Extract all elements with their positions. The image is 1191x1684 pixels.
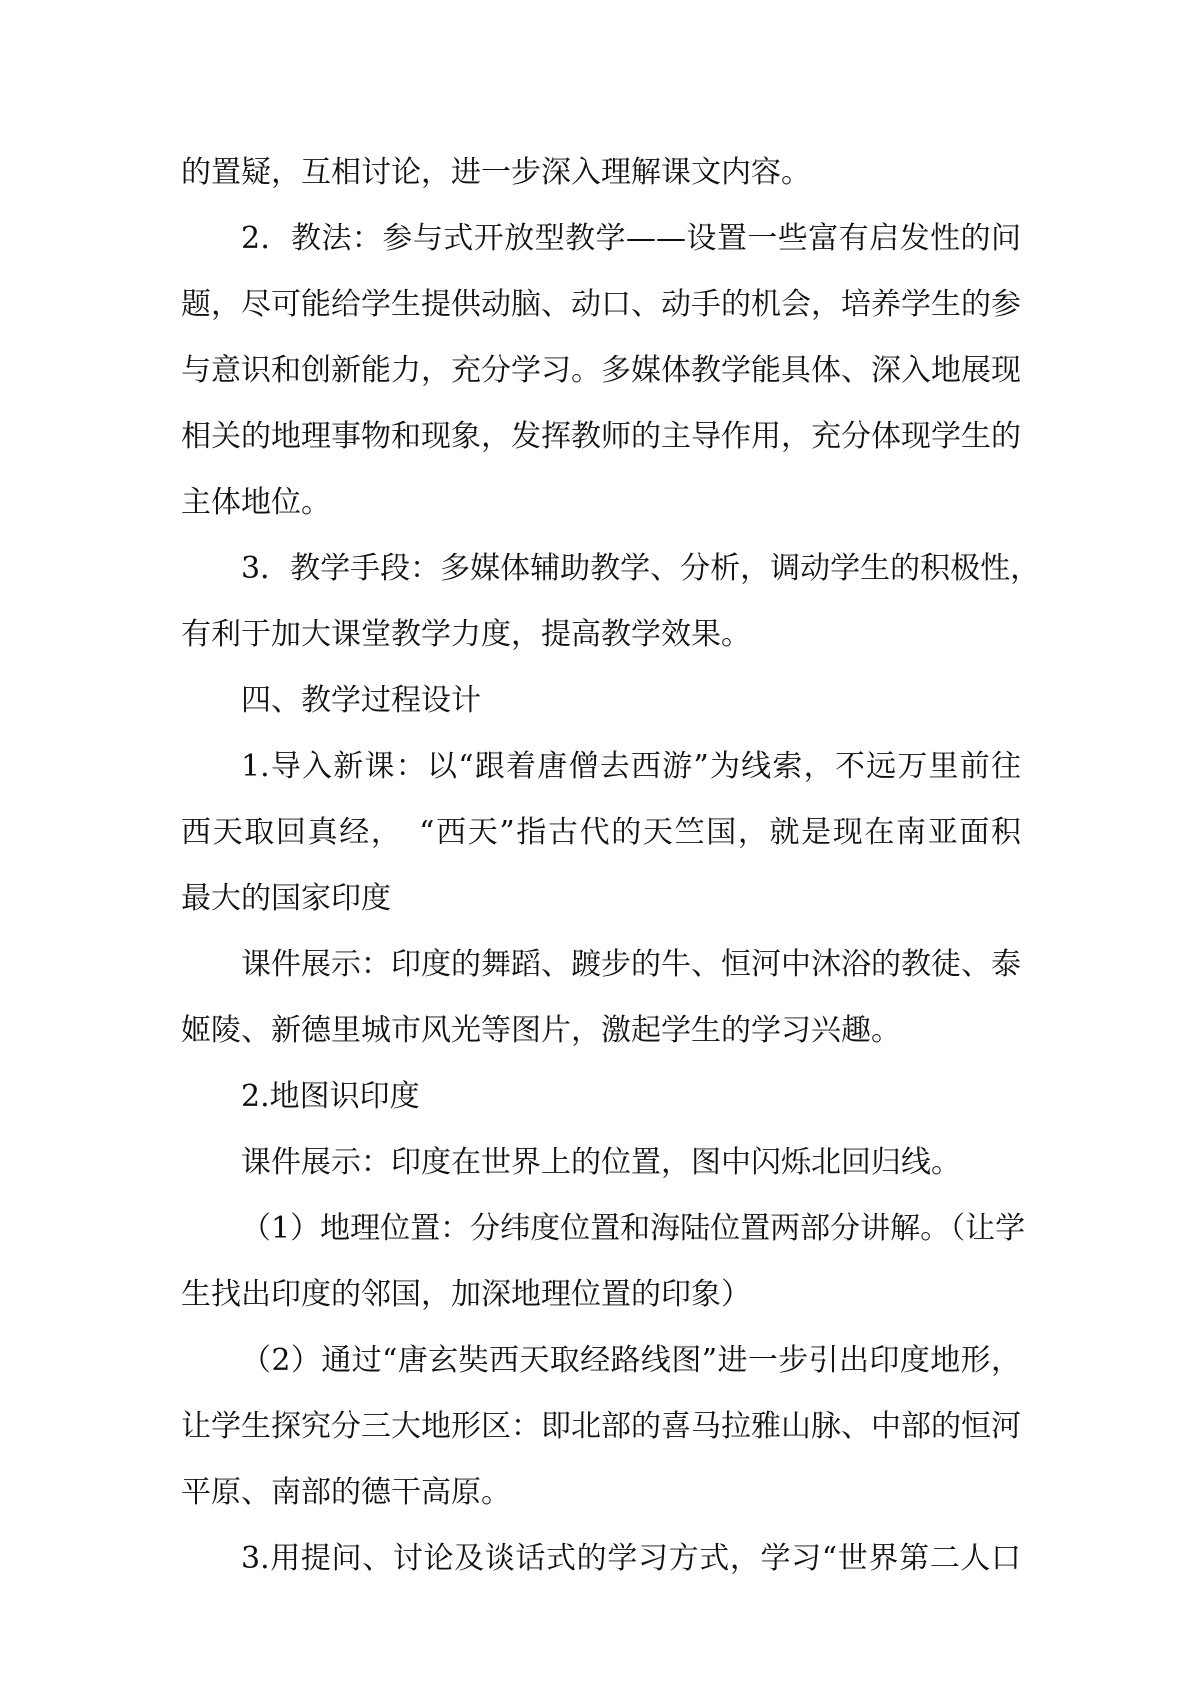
text-line: （1）地理位置：分纬度位置和海陆位置两部分讲解。（让学 (241, 1211, 1026, 1246)
text-line: 与意识和创新能力，充分学习。多媒体教学能具体、深入地展现 (181, 353, 1021, 388)
text-line: 的置疑，互相讨论，进一步深入理解课文内容。 (181, 155, 811, 190)
text-line: 3．教学手段：多媒体辅助教学、分析，调动学生的积极性， (241, 551, 1041, 586)
text-line: 2．教法：参与式开放型教学——设置一些富有启发性的问 (241, 221, 1021, 256)
text-line: 课件展示：印度在世界上的位置，图中闪烁北回归线。 (241, 1145, 961, 1180)
text-line: 让学生探究分三大地形区：即北部的喜马拉雅山脉、中部的恒河 (181, 1409, 1021, 1444)
text-line: 3.用提问、讨论及谈话式的学习方式，学习“世界第二人口 (241, 1541, 1021, 1576)
text-line: 主体地位。 (181, 485, 331, 520)
text-line: 题，尽可能给学生提供动脑、动口、动手的机会，培养学生的参 (181, 287, 1021, 322)
section-heading: 2.地图识印度 (241, 1079, 420, 1114)
document-body (181, 140, 1041, 1592)
text-line: 生找出印度的邻国，加深地理位置的印象） (181, 1277, 751, 1312)
text-line: 相关的地理事物和现象，发挥教师的主导作用，充分体现学生的 (181, 419, 1021, 454)
text-line: （2）通过“唐玄奘西天取经路线图”进一步引出印度地形， (241, 1343, 1021, 1378)
text-line: 课件展示：印度的舞蹈、踱步的牛、恒河中沐浴的教徒、泰 (241, 947, 1021, 982)
text-line: 有利于加大课堂教学力度，提高教学效果。 (181, 617, 751, 652)
text-line: 1.导入新课：以“跟着唐僧去西游”为线索，不远万里前往 (241, 749, 1021, 784)
section-heading: 四、教学过程设计 (241, 683, 481, 718)
text-line: 平原、南部的德干高原。 (181, 1475, 511, 1510)
text-line: 姬陵、新德里城市风光等图片，激起学生的学习兴趣。 (181, 1013, 901, 1048)
text-line: 最大的国家印度 (181, 881, 391, 916)
text-line: 西天取回真经， “西天”指古代的天竺国，就是现在南亚面积 (181, 815, 1021, 850)
